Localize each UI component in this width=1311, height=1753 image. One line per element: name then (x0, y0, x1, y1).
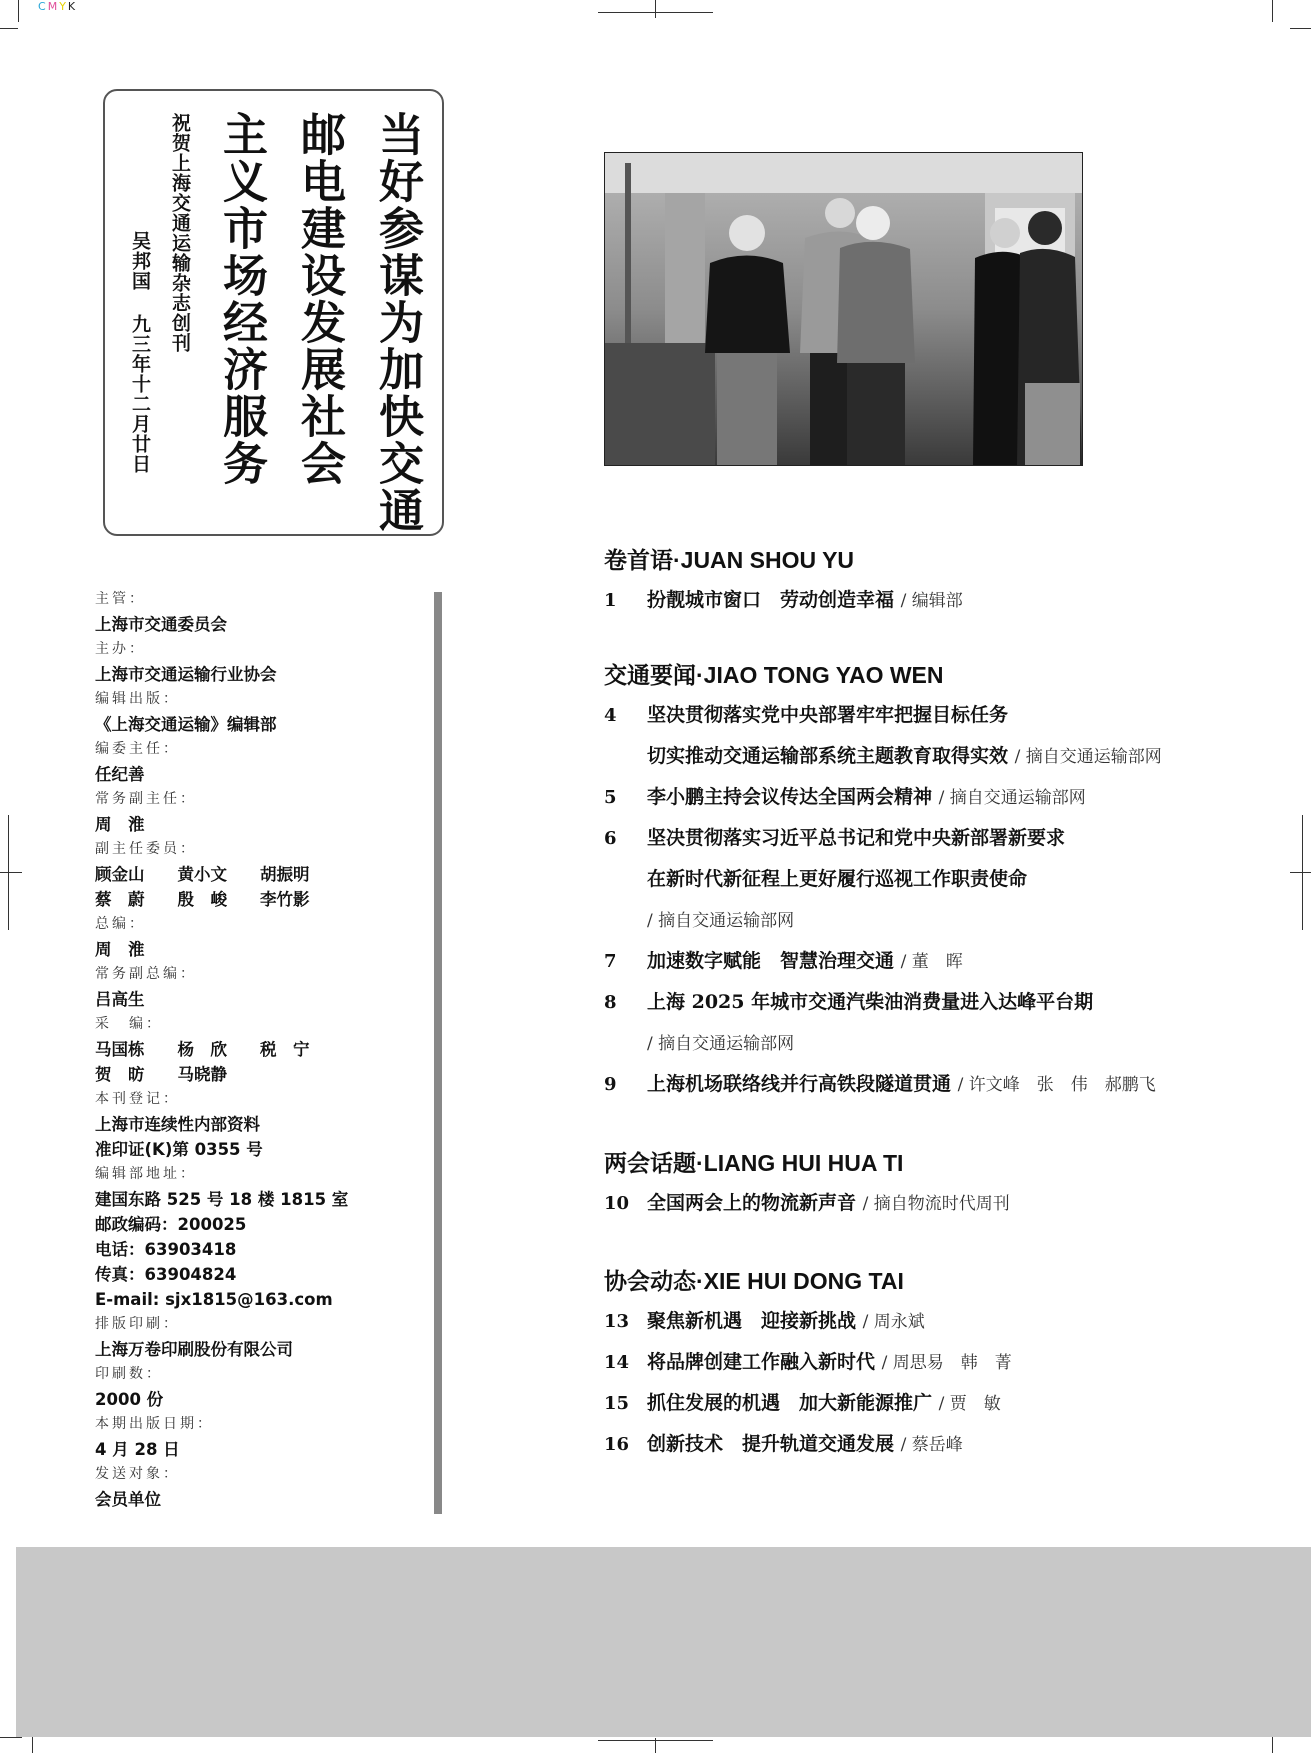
colophon-label: 发送对象： (95, 1466, 180, 1482)
cmyk-k: K (67, 0, 78, 13)
article-source: / 编辑部 (900, 591, 963, 611)
crop-mark (655, 1738, 656, 1753)
article-source: / 周思易 韩 菁 (881, 1353, 1012, 1373)
colophon-label: 主管： (95, 591, 146, 607)
calligraphy-signature: 吴邦国 九三年十二月廿日 (129, 231, 151, 474)
colophon-label: 编委主任： (95, 741, 180, 757)
toc-entry[interactable] (604, 941, 1304, 982)
colophon-label: 编辑出版： (95, 691, 180, 707)
article-title: 创新技术 提升轨道交通发展 (647, 1433, 895, 1455)
news-photo (604, 152, 1083, 466)
colophon-value: 吕高生 (95, 990, 145, 1009)
calligraphy-column: 主义市场经济服务 (215, 111, 268, 487)
toc-entry[interactable] (604, 982, 1304, 1023)
crop-mark (0, 1737, 22, 1738)
section-title: 协会动态·XIE HUI DONG TAI (604, 1268, 904, 1294)
calligraphy-inscription (103, 89, 444, 536)
article-title: 将品牌创建工作融入新时代 (647, 1351, 876, 1373)
colophon-value: 建国东路 525 号 18 楼 1815 室 (95, 1190, 349, 1209)
page-number: 4 (604, 705, 617, 726)
toc-entry[interactable] (604, 695, 1304, 736)
article-source: / 摘自交通运输部网 (1014, 747, 1162, 767)
colophon-value: 4 月 28 日 (95, 1440, 180, 1459)
colophon-value: E-mail: sjx1815@163.com (95, 1290, 333, 1309)
page-number: 13 (604, 1311, 630, 1332)
colophon-label: 印刷数： (95, 1366, 163, 1382)
colophon-value: 贺 昉 马晓静 (95, 1065, 227, 1084)
article-title: 李小鹏主持会议传达全国两会精神 (647, 786, 933, 808)
article-title: 抓住发展的机遇 加大新能源推广 (647, 1392, 933, 1414)
colophon-value: 周 淮 (95, 815, 145, 834)
toc-entry[interactable] (604, 1064, 1304, 1105)
colophon-label: 采 编： (95, 1016, 163, 1032)
colophon-value: 上海市交通运输行业协会 (95, 665, 277, 684)
calligraphy-column: 当好参谋为加快交通 (371, 111, 424, 534)
crop-mark (32, 1737, 33, 1753)
colophon-value: 2000 份 (95, 1390, 164, 1409)
toc-entry[interactable] (604, 777, 1304, 818)
article-source: / 摘自物流时代周刊 (862, 1194, 1010, 1214)
page-number: 16 (604, 1434, 630, 1455)
article-title: 切实推动交通运输部系统主题教育取得实效 (647, 745, 1009, 767)
colophon-label: 本刊登记： (95, 1091, 180, 1107)
toc-entry[interactable] (604, 580, 1304, 621)
colophon-value: 上海市交通委员会 (95, 615, 227, 634)
crop-mark (655, 0, 656, 18)
cmyk-c: C (38, 0, 48, 13)
colophon-value: 邮政编码：200025 (95, 1215, 247, 1234)
colophon-value: 顾金山 黄小文 胡振明 (95, 865, 310, 884)
toc-entry[interactable] (604, 1183, 1304, 1224)
colophon-label: 常务副总编： (95, 966, 197, 982)
article-title: 上海机场联络线并行高铁段隧道贯通 (647, 1073, 952, 1095)
colophon-label: 编辑部地址： (95, 1166, 197, 1182)
article-title: 加速数字赋能 智慧治理交通 (647, 950, 895, 972)
colophon-label: 副主任委员： (95, 841, 197, 857)
colophon-value: 上海万卷印刷股份有限公司 (95, 1340, 293, 1359)
article-source: / 摘自交通运输部网 (938, 788, 1086, 808)
page-number: 5 (604, 787, 617, 808)
toc-entry[interactable] (604, 1342, 1304, 1383)
colophon (95, 587, 425, 1512)
article-source: / 贾 敏 (938, 1394, 1001, 1414)
colophon-value: 准印证(K)第 0355 号 (95, 1140, 263, 1159)
crop-mark (0, 28, 18, 29)
calligraphy-column: 邮电建设发展社会 (293, 111, 346, 487)
colophon-label: 本期出版日期： (95, 1416, 214, 1432)
page-number: 14 (604, 1352, 630, 1373)
article-source: / 周永斌 (862, 1312, 925, 1332)
crop-mark (1290, 28, 1311, 29)
crop-mark (0, 872, 22, 873)
page-number: 10 (604, 1193, 630, 1214)
cmyk-y: Y (59, 0, 68, 13)
article-title: 扮靓城市窗口 劳动创造幸福 (647, 589, 895, 611)
article-source: / 许文峰 张 伟 郝鹏飞 (957, 1075, 1156, 1095)
section-title: 两会话题·LIANG HUI HUA TI (604, 1150, 904, 1176)
divider-bar (434, 592, 442, 1514)
section-title: 交通要闻·JIAO TONG YAO WEN (604, 662, 944, 688)
colophon-value: 会员单位 (95, 1490, 161, 1509)
article-source: / 蔡岳峰 (900, 1435, 963, 1455)
colophon-label: 排版印刷： (95, 1316, 180, 1332)
crop-mark (8, 815, 9, 930)
colophon-label: 常务副主任： (95, 791, 197, 807)
cmyk-color-bar (38, 0, 77, 13)
page-number: 6 (604, 828, 617, 849)
colophon-label: 总编： (95, 916, 146, 932)
article-title: 坚决贯彻落实习近平总书记和党中央新部署新要求 (647, 827, 1066, 849)
article-source: / 摘自交通运输部网 (647, 911, 795, 931)
toc-entry[interactable] (604, 818, 1304, 859)
colophon-value: 任纪善 (95, 765, 145, 784)
article-title: 上海 2025 年城市交通汽柴油消费量进入达峰平台期 (647, 991, 1094, 1013)
page-number: 15 (604, 1393, 630, 1414)
photo-illustration (605, 153, 1082, 465)
page-number: 8 (604, 992, 617, 1013)
colophon-value: 传真：63904824 (95, 1265, 237, 1284)
colophon-value: 周 淮 (95, 940, 145, 959)
toc-entry-continued[interactable] (604, 900, 1304, 941)
toc-entry[interactable] (604, 1424, 1304, 1465)
toc-entry[interactable] (604, 1383, 1304, 1424)
colophon-value: 蔡 蔚 殷 峻 李竹影 (95, 890, 310, 909)
footer-gray-band (16, 1547, 1311, 1737)
crop-mark (1272, 0, 1273, 22)
article-title: 全国两会上的物流新声音 (647, 1192, 857, 1214)
toc-entry-continued[interactable] (604, 1023, 1304, 1064)
toc-entry[interactable] (604, 1301, 1304, 1342)
page-number: 7 (604, 951, 617, 972)
colophon-label: 主办： (95, 641, 146, 657)
section-title: 卷首语·JUAN SHOU YU (604, 547, 855, 573)
article-title: 坚决贯彻落实党中央部署牢牢把握目标任务 (647, 704, 1009, 726)
crop-mark (1272, 1737, 1273, 1753)
cmyk-m: M (47, 0, 60, 13)
page-number: 9 (604, 1074, 617, 1095)
colophon-value: 《上海交通运输》编辑部 (95, 715, 277, 734)
colophon-value: 电话：63903418 (95, 1240, 237, 1259)
calligraphy-dedication: 祝贺上海交通运输杂志创刊 (169, 113, 191, 353)
article-source: / 摘自交通运输部网 (647, 1034, 795, 1054)
article-title: 聚焦新机遇 迎接新挑战 (647, 1310, 857, 1332)
page-number: 1 (604, 590, 617, 611)
colophon-value: 上海市连续性内部资料 (95, 1115, 260, 1134)
article-source: / 董 晖 (900, 952, 963, 972)
article-title: 在新时代新征程上更好履行巡视工作职责使命 (647, 868, 1028, 890)
colophon-value: 马国栋 杨 欣 税 宁 (95, 1040, 310, 1059)
crop-mark (18, 0, 19, 22)
toc-entry-continued[interactable] (604, 736, 1304, 777)
toc-entry-continued[interactable] (604, 859, 1304, 900)
table-of-contents (604, 540, 1304, 1465)
